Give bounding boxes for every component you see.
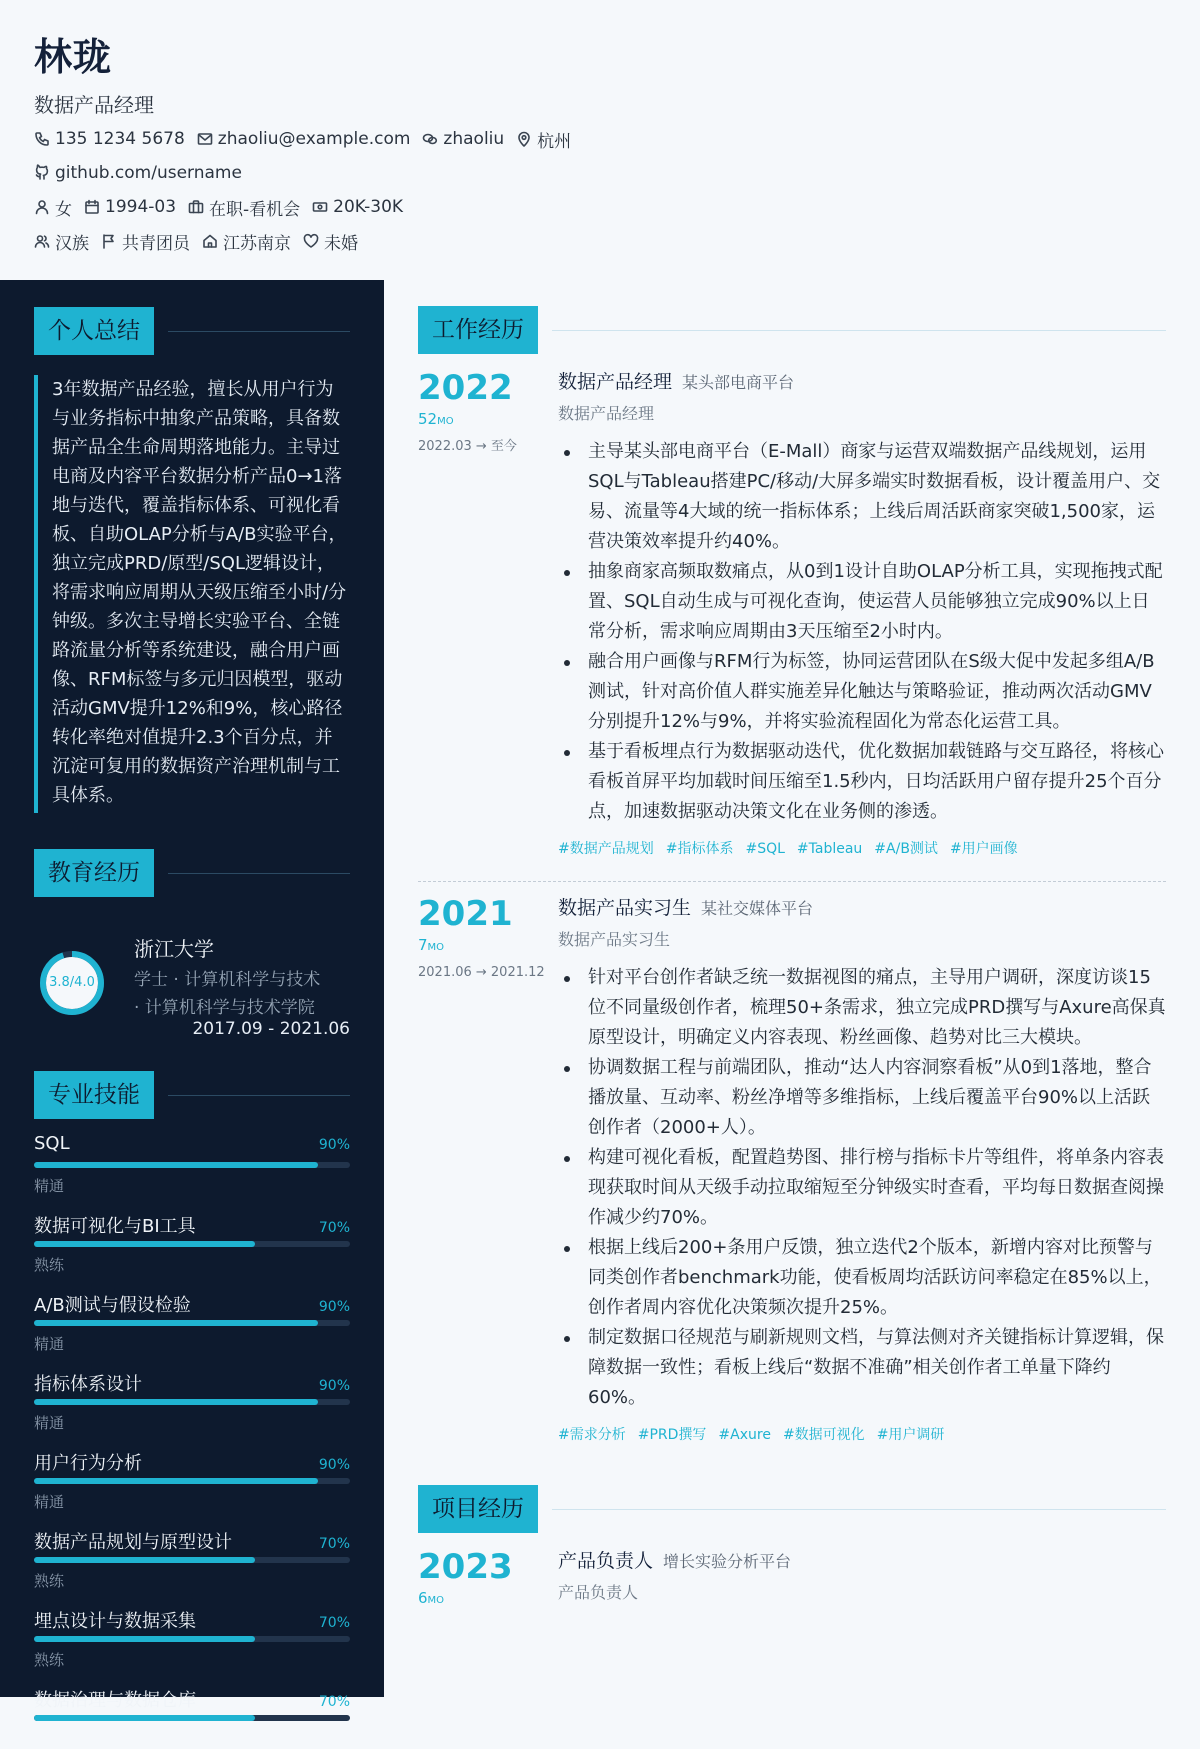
project-role: 产品负责人 bbox=[558, 1550, 654, 1572]
personal-line-2 bbox=[34, 228, 1166, 254]
skill-percent: 70% bbox=[318, 1694, 350, 1710]
flag-icon bbox=[101, 233, 117, 249]
skill-percent: 70% bbox=[318, 1536, 350, 1552]
skill-row bbox=[34, 1686, 350, 1712]
skill-percent: 90% bbox=[318, 1299, 350, 1315]
phone-text: 135 1234 5678 bbox=[55, 129, 185, 149]
skill-bar bbox=[34, 1241, 350, 1247]
skill-bar bbox=[34, 1162, 350, 1168]
job-subtitle: 数据产品经理 bbox=[558, 404, 655, 423]
job-bullet: 基于看板埋点行为数据驱动迭代，优化数据加载链路与交互路径，将核心看板首屏平均加载时间压缩至1.5秒内，日均活跃用户留存提升25个百分点，加速数据驱动决策文化在业务侧的渗透。 bbox=[558, 737, 1166, 827]
job-bullet: 协调数据工程与前端团队，推动“达人内容洞察看板”从0到1落地，整合播放量、互动率、粉丝净增等多维指标，上线后覆盖平台90%以上活跃创作者（2000+人）。 bbox=[558, 1053, 1166, 1143]
project-entry-body bbox=[558, 1547, 1166, 1604]
education-entry bbox=[34, 897, 350, 1039]
job-months-unit: MO bbox=[437, 416, 454, 427]
job-year: 2022 bbox=[418, 368, 513, 408]
skill-row bbox=[34, 1133, 350, 1159]
job-subtitle: 数据产品实习生 bbox=[558, 930, 671, 949]
job-company: 某头部电商平台 bbox=[682, 373, 795, 392]
ethnicity-text: 汉族 bbox=[55, 233, 89, 254]
github-text: github.com/username bbox=[55, 163, 242, 183]
job-entry bbox=[418, 368, 1166, 859]
job-company: 某社交媒体平台 bbox=[701, 899, 814, 918]
job-duration bbox=[418, 936, 548, 954]
skill-level: 熟练 bbox=[34, 1651, 65, 1669]
birth-text: 1994-03 bbox=[105, 197, 177, 217]
skill-name: SQL bbox=[34, 1133, 70, 1154]
skill-bar bbox=[34, 1557, 350, 1563]
skill-bar-fill bbox=[34, 1715, 255, 1721]
project-name: 增长实验分析平台 bbox=[663, 1552, 792, 1571]
city-text: 杭州 bbox=[537, 131, 572, 152]
skill-level: 精通 bbox=[34, 1335, 65, 1353]
job-tags bbox=[558, 1425, 1166, 1445]
skill-name: A/B测试与假设检验 bbox=[34, 1295, 191, 1316]
job-role-line bbox=[558, 894, 1166, 923]
skill-bar bbox=[34, 1715, 350, 1721]
job-entry-meta bbox=[418, 894, 548, 983]
personal-marital bbox=[303, 229, 358, 254]
skill-row bbox=[34, 1212, 350, 1238]
salary-text: 20K-30K bbox=[333, 197, 404, 217]
personal-gender bbox=[34, 195, 72, 220]
briefcase-icon bbox=[188, 199, 204, 215]
personal-politics bbox=[101, 229, 190, 254]
skill-name: 埋点设计与数据采集 bbox=[34, 1611, 196, 1632]
section-divider bbox=[168, 1095, 350, 1096]
personal-salary bbox=[312, 197, 403, 217]
gender-text: 女 bbox=[55, 199, 72, 220]
job-months-unit: MO bbox=[427, 942, 445, 953]
skill-name: 数据可视化与BI工具 bbox=[34, 1216, 196, 1237]
contact-email[interactable] bbox=[197, 129, 411, 149]
skill-percent: 90% bbox=[318, 1457, 350, 1473]
education-section bbox=[34, 849, 350, 1039]
github-line bbox=[34, 160, 1166, 186]
job-role-line bbox=[558, 368, 1166, 397]
skill-bar-fill bbox=[34, 1478, 318, 1484]
project-year: 2023 bbox=[418, 1547, 513, 1587]
skill-bar bbox=[34, 1636, 350, 1642]
project-duration bbox=[418, 1589, 548, 1607]
job-bullet: 融合用户画像与RFM行为标签，协同运营团队在S级大促中发起多组A/B测试，针对高价值人群实施差异化触达与策略验证，推动两次活动GMV分别提升12%与9%，并将实验流程固化为常态化运营工具。 bbox=[558, 647, 1166, 737]
education-section-head bbox=[34, 849, 350, 897]
skill-tag: #指标体系 bbox=[665, 841, 734, 857]
job-bullets bbox=[558, 437, 1166, 827]
project-role-line bbox=[558, 1547, 1166, 1576]
skill-row bbox=[34, 1291, 350, 1317]
job-bullet: 抽象商家高频取数痛点，从0到1设计自助OLAP分析工具，实现拖拽式配置、SQL自动生成与可视化查询，使运营人员能够独立完成90%以上日常分析，需求响应周期由3天压缩至2小时内。 bbox=[558, 557, 1166, 647]
candidate-title: 数据产品经理 bbox=[34, 93, 154, 117]
project-entry bbox=[418, 1547, 1166, 1607]
phone-icon bbox=[34, 131, 50, 147]
job-bullets bbox=[558, 963, 1166, 1413]
skill-tag: #数据产品规划 bbox=[558, 841, 654, 857]
job-role: 数据产品实习生 bbox=[558, 897, 692, 919]
work-section-head bbox=[418, 306, 1166, 354]
school-name: 浙江大学 bbox=[134, 937, 214, 961]
personal-status bbox=[188, 195, 300, 220]
skill-row bbox=[34, 1449, 350, 1475]
skill-item bbox=[34, 1607, 350, 1670]
job-entry-meta bbox=[418, 368, 548, 457]
skill-row bbox=[34, 1607, 350, 1633]
job-bullet: 制定数据口径规范与刷新规则文档，与算法侧对齐关键指标计算逻辑，保障数据一致性；看板上线后“数据不准确”相关创作者工单量下降约60%。 bbox=[558, 1323, 1166, 1413]
skill-name: 指标体系设计 bbox=[34, 1374, 142, 1395]
skill-item bbox=[34, 1528, 350, 1591]
degree-text: 学士 · 计算机科学与技术 bbox=[134, 970, 321, 990]
job-entry bbox=[418, 894, 1166, 1445]
skill-row bbox=[34, 1528, 350, 1554]
job-role: 数据产品经理 bbox=[558, 371, 673, 393]
contact-phone[interactable] bbox=[34, 129, 185, 149]
skill-name: 数据治理与数据仓库 bbox=[34, 1690, 196, 1711]
project-entry-meta bbox=[418, 1547, 548, 1607]
entry-divider bbox=[418, 881, 1166, 882]
mail-icon bbox=[197, 131, 213, 147]
personal-hometown bbox=[202, 229, 291, 254]
skill-bar-fill bbox=[34, 1636, 255, 1642]
skill-item bbox=[34, 1212, 350, 1275]
skill-level: 精通 bbox=[34, 1493, 65, 1511]
skill-bar-fill bbox=[34, 1557, 255, 1563]
job-bullet: 根据上线后200+条用户反馈，独立迭代2个版本，新增内容对比预警与同类创作者benchmark功能，使看板周均活跃访问率稳定在85%以上，创作者周内容优化决策频次提升25%。 bbox=[558, 1233, 1166, 1323]
project-heading: 项目经历 bbox=[418, 1485, 538, 1533]
candidate-name: 林珑 bbox=[34, 35, 113, 79]
job-duration bbox=[418, 410, 548, 428]
skill-tag: #用户画像 bbox=[949, 841, 1018, 857]
salary-icon bbox=[312, 199, 328, 215]
contact-line bbox=[34, 126, 1166, 152]
skills-list bbox=[34, 1133, 350, 1749]
job-year: 2021 bbox=[418, 894, 513, 934]
project-subtitle: 产品负责人 bbox=[558, 1583, 639, 1602]
job-bullet: 主导某头部电商平台（E-Mall）商家与运营双端数据产品线规划，运用SQL与Tableau搭建PC/移动/大屏多端实时数据看板，设计覆盖用户、交易、流量等4大域的统一指标体系；上线后周活跃商家突破1,500家，运营决策效率提升约40%。 bbox=[558, 437, 1166, 557]
skills-section-head bbox=[34, 1071, 350, 1119]
section-divider bbox=[168, 331, 350, 332]
skills-heading: 专业技能 bbox=[34, 1071, 154, 1119]
skill-item bbox=[34, 1133, 350, 1196]
skill-tag: #SQL bbox=[745, 841, 785, 857]
skill-percent: 90% bbox=[318, 1137, 350, 1153]
github-icon bbox=[34, 165, 50, 181]
personal-birth bbox=[84, 197, 176, 217]
job-months: 7 bbox=[418, 936, 428, 954]
summary-text: 3年数据产品经验，擅长从用户行为与业务指标中抽象产品策略，具备数据产品全生命周期落地能力。主导过电商及内容平台数据分析产品0→1落地与迭代，覆盖指标体系、可视化看板、自助OLAP分析与A/B实验平台，独立完成PRD/原型/SQL逻辑设计，将需求响应周期从天级压缩至小时/分钟级。多次主导增长实验平台、全链路流量分析等系统建设，融合用户画像、RFM标签与多元归因模型，驱动活动GMV提升12%和9%，核心路径转化率绝对值提升2.3个百分点，并沉淀可复用的数据资产治理机制与工具体系。 bbox=[34, 375, 350, 813]
skill-item bbox=[34, 1686, 350, 1749]
skill-percent: 90% bbox=[318, 1378, 350, 1394]
skill-name: 数据产品规划与原型设计 bbox=[34, 1532, 232, 1553]
skill-bar bbox=[34, 1478, 350, 1484]
skill-percent: 70% bbox=[318, 1220, 350, 1236]
skill-level: 精通 bbox=[34, 1177, 65, 1195]
jobs-list bbox=[418, 368, 1166, 1445]
politics-text: 共青团员 bbox=[122, 233, 190, 254]
job-entry-body bbox=[558, 894, 1166, 1445]
email-text: zhaoliu@example.com bbox=[217, 129, 411, 149]
skill-bar-fill bbox=[34, 1241, 255, 1247]
section-divider bbox=[552, 1509, 1166, 1510]
job-bullet: 针对平台创作者缺乏统一数据视图的痛点，主导用户调研，深度访谈15位不同量级创作者，梳理50+条需求，独立完成PRD撰写与Axure高保真原型设计，明确定义内容表现、粉丝画像、趋势对比三大模块。 bbox=[558, 963, 1166, 1053]
skill-tag: #PRD撰写 bbox=[637, 1427, 707, 1443]
skill-tag: #需求分析 bbox=[558, 1427, 626, 1443]
section-divider bbox=[552, 330, 1166, 331]
gpa-value: 3.8/4.0 bbox=[49, 975, 95, 990]
personal-line-1 bbox=[34, 194, 1166, 220]
skill-item bbox=[34, 1370, 350, 1433]
people-icon bbox=[34, 233, 50, 249]
skill-level: 熟练 bbox=[34, 1256, 65, 1274]
skill-tag: #Axure bbox=[718, 1427, 771, 1443]
project-months: 6 bbox=[418, 1589, 428, 1607]
personal-ethnicity bbox=[34, 229, 89, 254]
project-section-head bbox=[418, 1485, 1166, 1533]
contact-city bbox=[516, 127, 571, 152]
summary-heading: 个人总结 bbox=[34, 307, 154, 355]
resume-header bbox=[0, 0, 1200, 280]
education-heading: 教育经历 bbox=[34, 849, 154, 897]
skill-item bbox=[34, 1449, 350, 1512]
skill-bar bbox=[34, 1399, 350, 1405]
user-icon bbox=[34, 199, 50, 215]
skill-percent: 70% bbox=[318, 1615, 350, 1631]
main-content bbox=[418, 306, 1166, 1607]
skill-tag: #用户调研 bbox=[876, 1427, 945, 1443]
home-icon bbox=[202, 233, 218, 249]
skill-tag: #Tableau bbox=[796, 841, 863, 857]
skill-bar bbox=[34, 1320, 350, 1326]
skill-tag: #A/B测试 bbox=[874, 841, 938, 857]
wechat-text: zhaoliu bbox=[443, 129, 505, 149]
job-period: 2021.06 → 2021.12 bbox=[418, 965, 545, 980]
job-entry-body bbox=[558, 368, 1166, 859]
contact-github[interactable] bbox=[34, 163, 242, 183]
work-heading: 工作经历 bbox=[418, 306, 538, 354]
hometown-text: 江苏南京 bbox=[223, 233, 291, 254]
summary-section-head bbox=[34, 307, 350, 355]
skill-tag: #数据可视化 bbox=[782, 1427, 865, 1443]
job-bullet: 构建可视化看板，配置趋势图、排行榜与指标卡片等组件，将单条内容表现获取时间从天级手动拉取缩短至分钟级实时查看，平均每日数据查阅操作减少约70%。 bbox=[558, 1143, 1166, 1233]
contact-wechat[interactable] bbox=[422, 129, 504, 149]
job-months: 52 bbox=[418, 410, 438, 428]
skill-level: 精通 bbox=[34, 1414, 65, 1432]
sidebar bbox=[0, 280, 384, 1711]
skill-name: 用户行为分析 bbox=[34, 1453, 142, 1474]
heart-icon bbox=[303, 233, 319, 249]
skill-bar-fill bbox=[34, 1162, 318, 1168]
skill-bar-fill bbox=[34, 1399, 318, 1405]
skills-section bbox=[34, 1071, 350, 1749]
skill-level: 熟练 bbox=[34, 1572, 65, 1590]
section-divider bbox=[168, 873, 350, 874]
college-text: · 计算机科学与技术学院 bbox=[134, 998, 315, 1018]
skill-item bbox=[34, 1291, 350, 1354]
marital-text: 未婚 bbox=[324, 233, 358, 254]
project-months-unit: MO bbox=[427, 1595, 445, 1606]
skill-bar-fill bbox=[34, 1320, 318, 1326]
calendar-icon bbox=[84, 199, 100, 215]
location-icon bbox=[516, 131, 532, 147]
education-date: 2017.09 - 2021.06 bbox=[192, 1019, 350, 1039]
job-period: 2022.03 → 至今 bbox=[418, 439, 517, 454]
wechat-icon bbox=[422, 131, 438, 147]
status-text: 在职-看机会 bbox=[209, 199, 301, 220]
job-tags bbox=[558, 839, 1166, 859]
skill-row bbox=[34, 1370, 350, 1396]
